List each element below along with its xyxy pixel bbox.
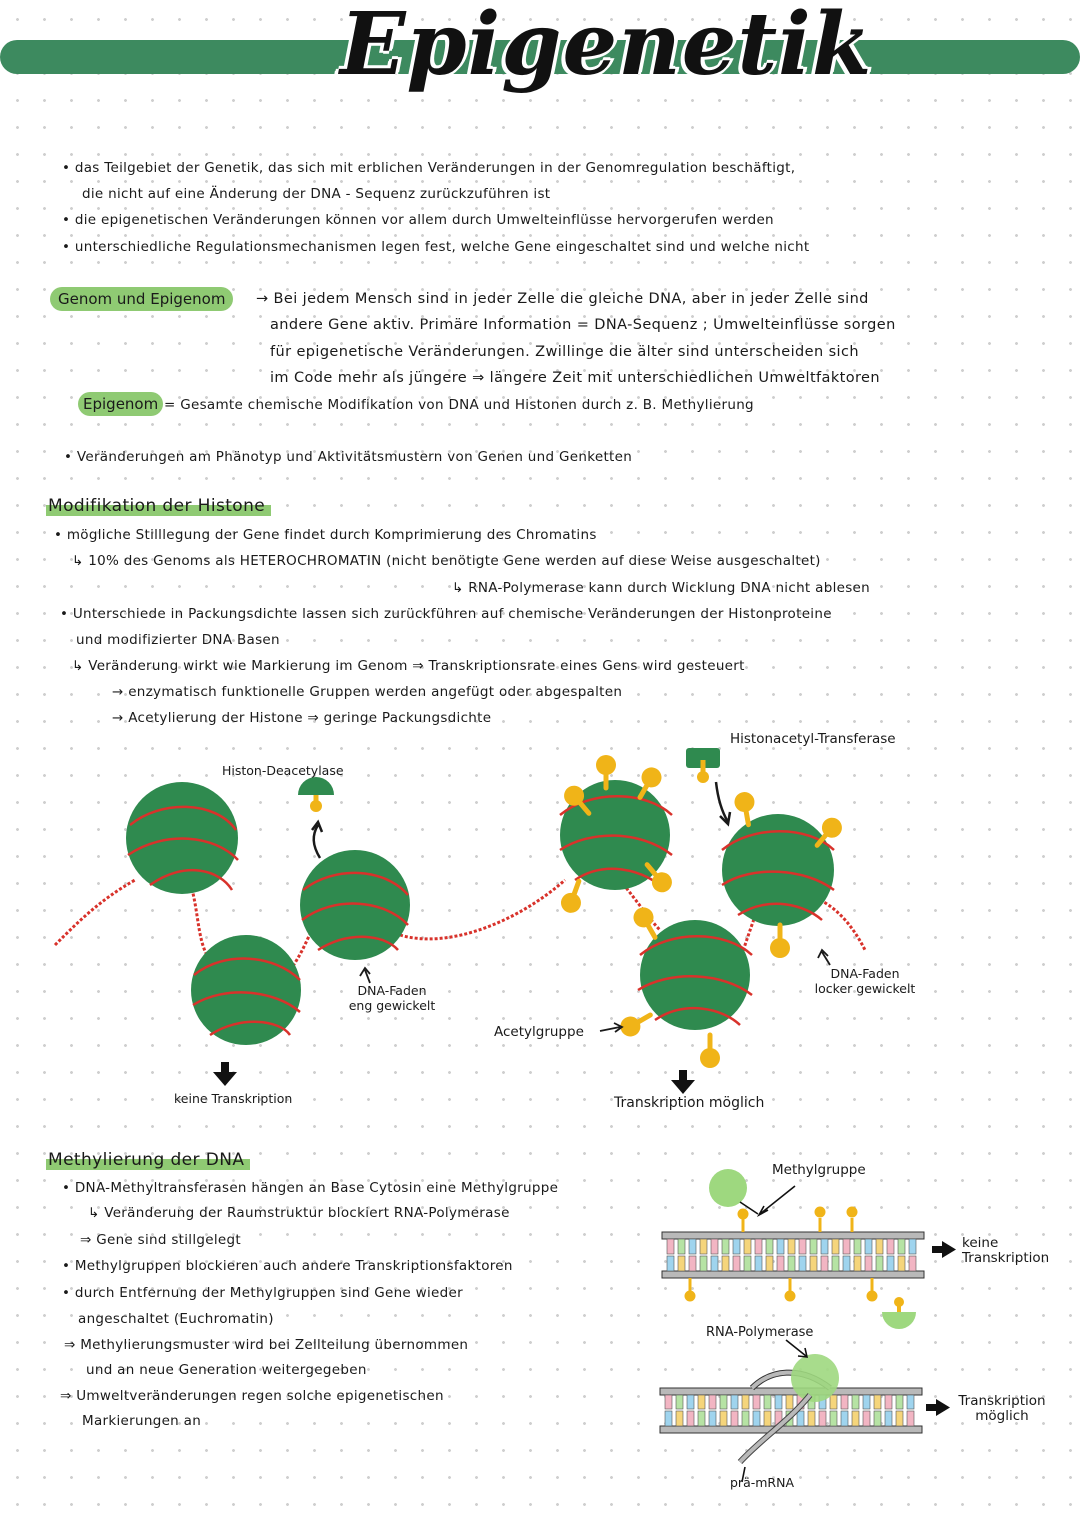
histone-heading: Modifikation der Histone xyxy=(46,494,271,518)
acetyl-label: Acetylgruppe xyxy=(494,1024,584,1040)
methyl-line-1: • DNA-Methyltransferasen hängen an Base Cytosin eine Methylgruppe xyxy=(62,1180,559,1196)
methyl-line-8: und an neue Generation weitergegeben xyxy=(86,1362,367,1378)
histone-line-5: und modifizierter DNA Basen xyxy=(76,632,280,648)
histone-line-7: → enzymatisch funktionelle Gruppen werden angefügt oder abgespalten xyxy=(112,684,623,700)
histone-line-3: ↳ RNA-Polymerase kann durch Wicklung DNA nicht ablesen xyxy=(452,580,871,596)
transkription-moeglich-label xyxy=(950,1394,1054,1424)
phaenotyp-bullet: • Veränderungen am Phänotyp und Aktivitätsmustern von Genen und Genketten xyxy=(64,449,633,465)
hat-label: Histonacetyl-Transferase xyxy=(730,731,896,747)
methyl-line-3: ⇒ Gene sind stillgelegt xyxy=(80,1232,241,1248)
page-title: Epigenetik xyxy=(340,0,873,95)
histone-line-2: ↳ 10% des Genoms als HETEROCHROMATIN (nicht benötigte Gene werden auf diese Weise ausgeschaltet) xyxy=(72,553,821,569)
methyl-line-6: angeschaltet (Euchromatin) xyxy=(78,1311,274,1327)
keine-label-2: Transkription xyxy=(962,1250,1050,1266)
methyl-line-5: • durch Entfernung der Methylgruppen sind Gene wieder xyxy=(62,1285,463,1301)
methyl-line-9: ⇒ Umweltveränderungen regen solche epigenetischen xyxy=(60,1388,444,1404)
methyl-line-2: ↳ Veränderung der Raumstruktur blockiert RNA-Polymerase xyxy=(88,1205,510,1221)
methyl-line-4: • Methylgruppen blockieren auch andere Transkriptionsfaktoren xyxy=(62,1258,513,1274)
pre-mrna-label: prä-mRNA xyxy=(730,1475,795,1490)
intro-bullet-3: • unterschiedliche Regulationsmechanismen legen fest, welche Gene eingeschaltet sind und welche nicht xyxy=(62,239,810,255)
keine-transkription-label xyxy=(962,1236,1049,1266)
tight-dna-label-2: eng gewickelt xyxy=(348,998,436,1013)
genom-tag-label: Genom und Epigenom xyxy=(50,287,233,311)
histone-line-4: • Unterschiede in Packungsdichte lassen sich zurückführen auf chemische Veränderungen der Histonproteine xyxy=(60,606,832,622)
hdac-label: Histon-Deacetylase xyxy=(222,763,344,778)
genom-line-2: andere Gene aktiv. Primäre Information = DNA-Sequenz ; Umwelteinflüsse sorgen xyxy=(270,317,896,333)
dna-methylated xyxy=(662,1169,924,1329)
intro-bullet-1-cont: die nicht auf eine Änderung der DNA - Sequenz zurückzuführen ist xyxy=(82,186,551,202)
methyl-line-7: ⇒ Methylierungsmuster wird bei Zellteilung übernommen xyxy=(64,1337,469,1353)
loose-dna-label-1: DNA-Faden xyxy=(830,966,900,981)
intro-bullet-2: • die epigenetischen Veränderungen können vor allem durch Umwelteinflüsse hervorgerufen werden xyxy=(62,212,774,228)
epigenom-tag-label: Epigenom xyxy=(78,392,163,416)
methylgruppe-label: Methylgruppe xyxy=(772,1162,866,1178)
genom-line-3: für epigenetische Veränderungen. Zwillinge die älter sind unterscheiden sich xyxy=(270,344,859,360)
no-transcription-arrow-2 xyxy=(932,1241,956,1258)
keine-label-1: keine xyxy=(962,1235,999,1251)
histone-line-6: ↳ Veränderung wirkt wie Markierung im Genom ⇒ Transkriptionsrate eines Gens wird gesteuert xyxy=(72,658,745,674)
histone-line-1: • mögliche Stilllegung der Gene findet durch Komprimierung des Chromatins xyxy=(54,527,597,543)
intro-bullet-1: • das Teilgebiet der Genetik, das sich mit erblichen Veränderungen in der Genomregulation beschäftigt, xyxy=(62,160,796,176)
moeglich-label-1: Transkription xyxy=(958,1393,1046,1409)
moeglich-label-2: möglich xyxy=(975,1408,1029,1424)
dna-transcribed xyxy=(660,1340,922,1482)
methyl-heading: Methylierung der DNA xyxy=(46,1148,250,1172)
tight-dna-label-1: DNA-Faden xyxy=(357,983,427,998)
no-transcription-label: keine Transkription xyxy=(174,1091,293,1106)
loose-dna-label-2: locker gewickelt xyxy=(814,981,916,996)
genom-line-4: im Code mehr als jüngere ⇒ längere Zeit mit unterschiedlichen Umweltfaktoren xyxy=(270,370,880,386)
methyl-line-10: Markierungen an xyxy=(82,1413,202,1429)
transcription-label: Transkription möglich xyxy=(614,1095,765,1111)
epigenom-definition: = Gesamte chemische Modifikation von DNA und Histonen durch z. B. Methylierung xyxy=(164,397,754,413)
transcription-arrow-2 xyxy=(926,1399,950,1416)
rna-polymerase-label: RNA-Polymerase xyxy=(706,1325,814,1340)
genom-line-1: → Bei jedem Mensch sind in jeder Zelle die gleiche DNA, aber in jeder Zelle sind xyxy=(256,291,869,307)
histone-line-8: → Acetylierung der Histone ⇒ geringe Packungsdichte xyxy=(112,710,492,726)
